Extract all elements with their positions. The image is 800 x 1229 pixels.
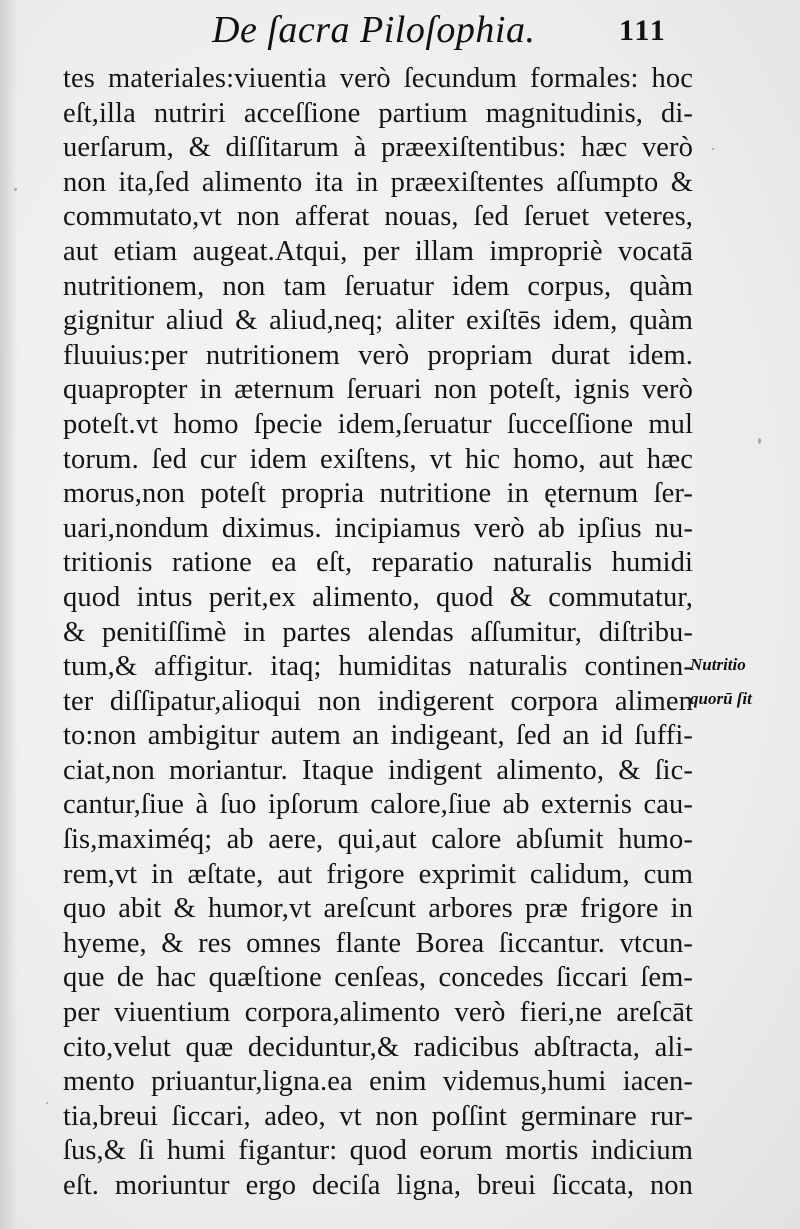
text-line: ter diſſipatur,alioqui non indigerent corpora alimen [63,685,693,717]
text-line: quapropter in æternum ſeruari non poteſt, ignis verò [63,374,693,406]
body-text [63,62,693,1204]
text-line: hyeme, & res omnes flante Borea ſiccantur. vtcun- [63,927,693,959]
text-line: tia,breui ſiccari, adeo, vt non poſſint germinare rur- [63,1100,693,1132]
marginal-note-line: Nutritio [690,655,746,674]
text-line: tritionis ratione ea eſt, reparatio naturalis humidi [63,547,693,579]
text-line: nutritionem, non tam ſeruatur idem corpus, quàm [63,270,693,302]
text-line: quo abit & humor,vt areſcunt arbores præ frigore in [63,893,693,925]
print-speck [46,1102,48,1104]
page-header [0,8,800,60]
marginal-note [690,648,795,716]
print-speck [712,148,714,150]
text-line: cito,velut quæ deciduntur,& radicibus abſtracta, ali- [63,1031,693,1063]
text-line: eſt,illa nutriri acceſſione partium magnitudinis, di- [63,97,693,129]
text-line: torum. ſed cur idem exiſtens, vt hic homo, aut hæc [63,443,693,475]
text-line: to:non ambigitur autem an indigeant, ſed an id ſuffi- [63,720,693,752]
text-line: uerſarum, & diſſitarum à præexiſtentibus: hæc verò [63,132,693,164]
text-line: non ita,ſed alimento ita in præexiſtentes aſſumpto & [63,166,693,198]
running-title: De ſacra Piloſophia. [212,9,536,51]
text-line: quod intus perit,ex alimento, quod & commutatur, [63,581,693,613]
text-line: mento priuantur,ligna.ea enim videmus,humi iacen- [63,1066,693,1098]
page-number: 111 [619,14,667,47]
print-speck [14,188,17,191]
text-line: ciat,non moriantur. Itaque indigent alimento, & ſic- [63,754,693,786]
text-line: aut etiam augeat.Atqui, per illam impropriè vocatā [63,235,693,267]
text-line: ſus,& ſi humi figantur: quod eorum mortis indicium [63,1135,693,1167]
text-line: per viuentium corpora,alimento verò fieri,ne areſcāt [63,997,693,1029]
text-line: morus,non poteſt propria nutritione in ęternum ſer- [63,478,693,510]
marginal-note-line: quorū ſit [690,689,752,708]
text-line: rem,vt in æſtate, aut frigore exprimit calidum, cum [63,858,693,890]
text-line: commutato,vt non afferat nouas, ſed ſeruet veteres, [63,201,693,233]
print-speck [758,438,761,444]
text-line: uari,nondum diximus. incipiamus verò ab ipſius nu- [63,512,693,544]
text-line: que de hac quæſtione cenſeas, concedes ſiccari ſem- [63,962,693,994]
text-line: poteſt.vt homo ſpecie idem,ſeruatur ſucceſſione mul [63,408,693,440]
text-line: tum,& affigitur. itaq; humiditas naturalis continen- [63,651,693,683]
text-line: eſt. moriuntur ergo deciſa ligna, breui ſiccata, non [63,1170,693,1201]
text-line: tes materiales:viuentia verò ſecundum formales: hoc [63,63,693,94]
text-line: gignitur aliud & aliud,neq; aliter exiſtēs idem, quàm [63,305,693,337]
text-line: cantur,ſiue à ſuo ipſorum calore,ſiue ab externis cau- [63,789,693,821]
page-gutter-shadow [0,0,18,1229]
text-line: ſis,maximéq; ab aere, qui,aut calore abſumit humo- [63,824,693,856]
text-line: & penitiſſimè in partes alendas aſſumitur, diſtribu- [63,616,693,648]
text-line: fluuius:per nutritionem verò propriam durat idem. [63,339,693,371]
